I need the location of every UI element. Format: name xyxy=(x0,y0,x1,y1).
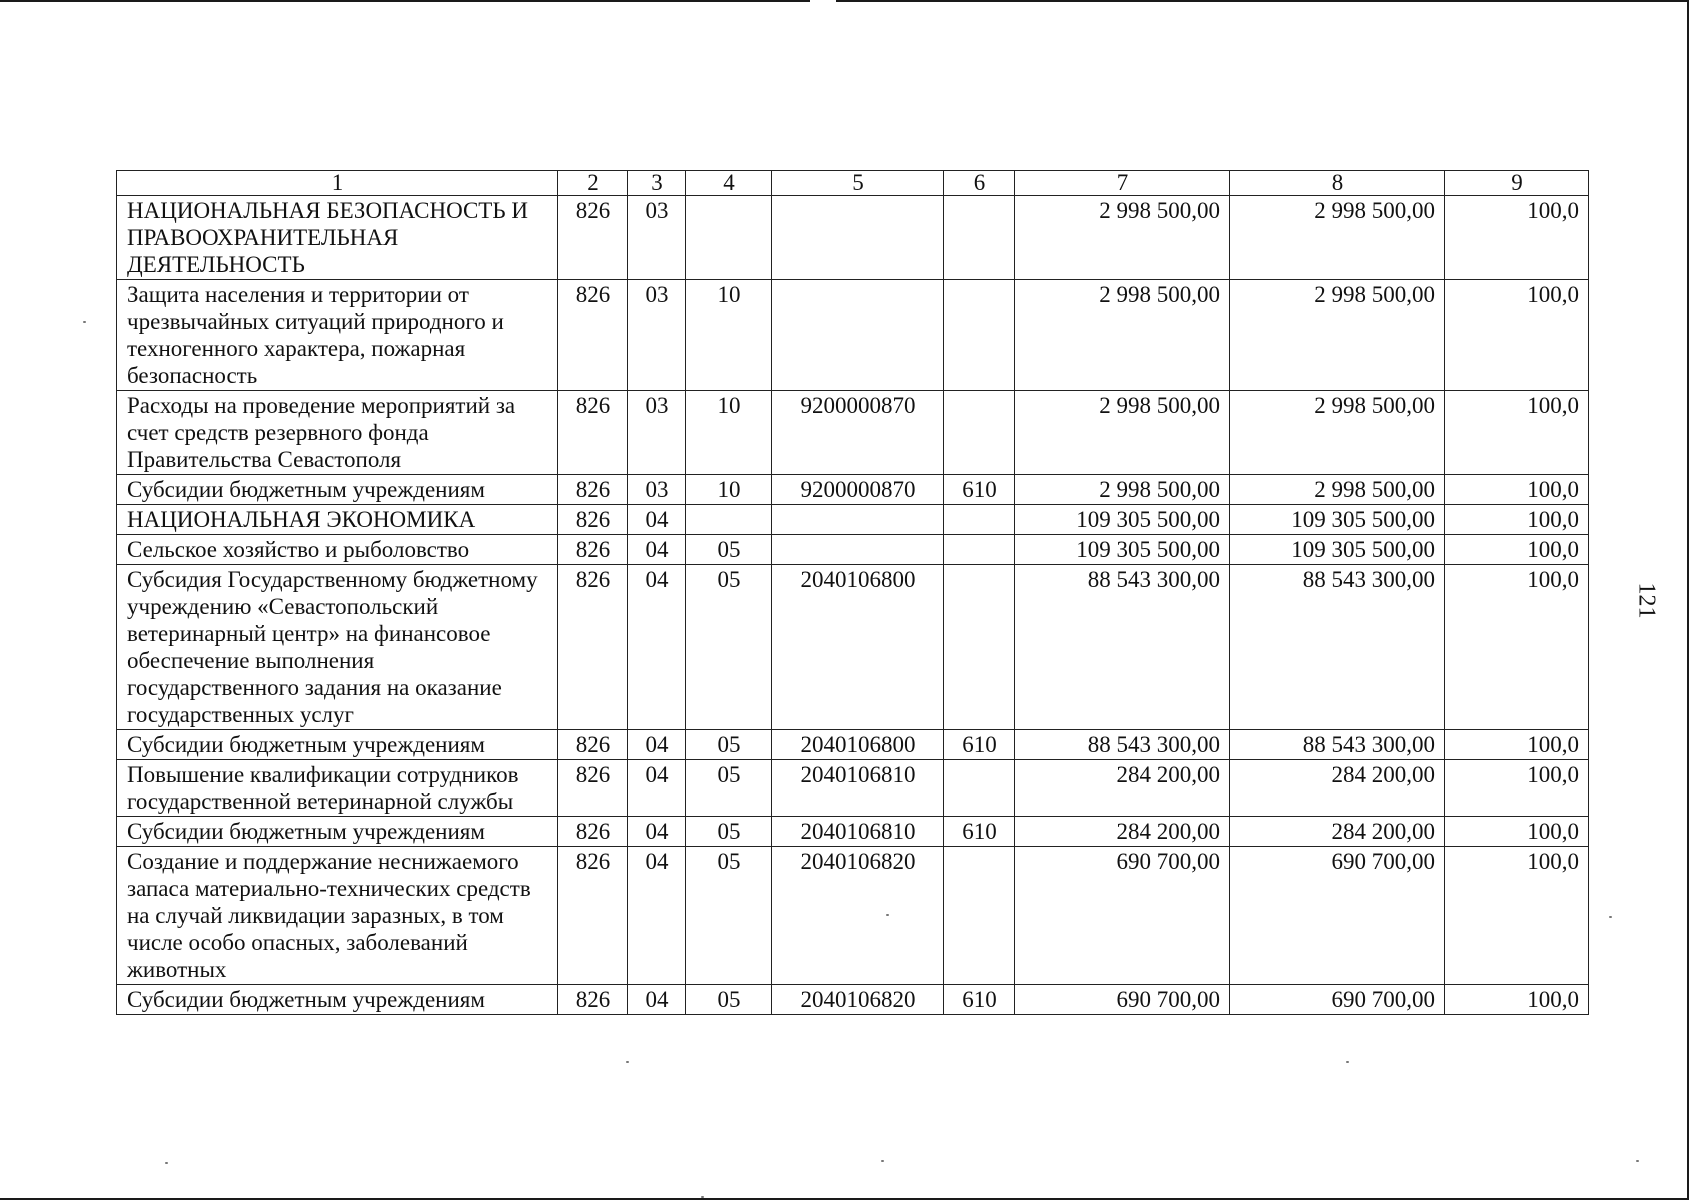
execution-percent: 100,0 xyxy=(1445,760,1589,817)
execution-percent: 100,0 xyxy=(1445,985,1589,1015)
scan-speck xyxy=(881,1160,884,1162)
execution-percent: 100,0 xyxy=(1445,280,1589,391)
table-row xyxy=(117,847,1589,985)
executed-amount: 2 998 500,00 xyxy=(1230,196,1445,280)
executed-amount: 88 543 300,00 xyxy=(1230,730,1445,760)
subsection-code xyxy=(686,505,772,535)
expense-name: Субсидии бюджетным учреждениям xyxy=(117,817,558,847)
scan-speck xyxy=(701,1196,704,1198)
scan-speck xyxy=(165,1162,168,1164)
execution-percent: 100,0 xyxy=(1445,475,1589,505)
table-row xyxy=(117,391,1589,475)
target-article-code: 2040106820 xyxy=(772,847,944,985)
table-row xyxy=(117,475,1589,505)
scan-speck xyxy=(1636,1160,1639,1162)
execution-percent: 100,0 xyxy=(1445,196,1589,280)
approved-amount: 284 200,00 xyxy=(1015,817,1230,847)
header-cell-8: 8 xyxy=(1230,171,1445,196)
subsection-code: 10 xyxy=(686,391,772,475)
approved-amount: 690 700,00 xyxy=(1015,985,1230,1015)
expense-name: Защита населения и территории от чрезвычайных ситуаций природного и техногенного характера, пожарная безопасность xyxy=(117,280,558,391)
approved-amount: 109 305 500,00 xyxy=(1015,535,1230,565)
scan-speck xyxy=(1346,1061,1349,1063)
header-cell-9: 9 xyxy=(1445,171,1589,196)
page-number: 121 xyxy=(1633,582,1660,619)
expense-type-code xyxy=(944,505,1015,535)
expense-name: НАЦИОНАЛЬНАЯ БЕЗОПАСНОСТЬ И ПРАВООХРАНИТЕЛЬНАЯ ДЕЯТЕЛЬНОСТЬ xyxy=(117,196,558,280)
section-code: 04 xyxy=(628,505,686,535)
table-row xyxy=(117,760,1589,817)
ministry-code: 826 xyxy=(558,730,628,760)
execution-percent: 100,0 xyxy=(1445,565,1589,730)
ministry-code: 826 xyxy=(558,280,628,391)
scan-speck xyxy=(83,321,86,323)
execution-percent: 100,0 xyxy=(1445,505,1589,535)
execution-percent: 100,0 xyxy=(1445,817,1589,847)
expense-name: Расходы на проведение мероприятий за счет средств резервного фонда Правительства Севастополя xyxy=(117,391,558,475)
ministry-code: 826 xyxy=(558,760,628,817)
expense-type-code: 610 xyxy=(944,817,1015,847)
section-code: 04 xyxy=(628,847,686,985)
header-cell-1: 1 xyxy=(117,171,558,196)
section-code: 04 xyxy=(628,760,686,817)
executed-amount: 109 305 500,00 xyxy=(1230,535,1445,565)
ministry-code: 826 xyxy=(558,985,628,1015)
section-code: 04 xyxy=(628,730,686,760)
section-code: 03 xyxy=(628,280,686,391)
subsection-code: 05 xyxy=(686,535,772,565)
target-article-code: 2040106810 xyxy=(772,817,944,847)
header-cell-2: 2 xyxy=(558,171,628,196)
expense-name: Субсидии бюджетным учреждениям xyxy=(117,475,558,505)
target-article-code: 2040106800 xyxy=(772,730,944,760)
ministry-code: 826 xyxy=(558,505,628,535)
executed-amount: 109 305 500,00 xyxy=(1230,505,1445,535)
approved-amount: 2 998 500,00 xyxy=(1015,196,1230,280)
executed-amount: 2 998 500,00 xyxy=(1230,280,1445,391)
target-article-code xyxy=(772,280,944,391)
target-article-code: 9200000870 xyxy=(772,475,944,505)
subsection-code: 10 xyxy=(686,280,772,391)
expense-type-code xyxy=(944,391,1015,475)
expense-type-code xyxy=(944,535,1015,565)
target-article-code xyxy=(772,535,944,565)
target-article-code: 9200000870 xyxy=(772,391,944,475)
executed-amount: 88 543 300,00 xyxy=(1230,565,1445,730)
table-row xyxy=(117,535,1589,565)
execution-percent: 100,0 xyxy=(1445,535,1589,565)
execution-percent: 100,0 xyxy=(1445,847,1589,985)
ministry-code: 826 xyxy=(558,196,628,280)
section-code: 04 xyxy=(628,535,686,565)
target-article-code: 2040106820 xyxy=(772,985,944,1015)
table-row xyxy=(117,280,1589,391)
scan-speck xyxy=(626,1061,629,1063)
expense-name: Субсидия Государственному бюджетному учреждению «Севастопольский ветеринарный центр» на финансовое обеспечение выполнения государственного задания на оказание государственных услуг xyxy=(117,565,558,730)
scan-speck xyxy=(1609,916,1612,918)
ministry-code: 826 xyxy=(558,475,628,505)
section-code: 04 xyxy=(628,817,686,847)
target-article-code: 2040106810 xyxy=(772,760,944,817)
expense-name: Субсидии бюджетным учреждениям xyxy=(117,730,558,760)
subsection-code: 05 xyxy=(686,565,772,730)
approved-amount: 88 543 300,00 xyxy=(1015,565,1230,730)
section-code: 03 xyxy=(628,196,686,280)
expense-type-code xyxy=(944,760,1015,817)
header-cell-5: 5 xyxy=(772,171,944,196)
target-article-code xyxy=(772,196,944,280)
subsection-code: 10 xyxy=(686,475,772,505)
expense-name: НАЦИОНАЛЬНАЯ ЭКОНОМИКА xyxy=(117,505,558,535)
header-cell-6: 6 xyxy=(944,171,1015,196)
expense-name: Повышение квалификации сотрудников государственной ветеринарной службы xyxy=(117,760,558,817)
approved-amount: 88 543 300,00 xyxy=(1015,730,1230,760)
header-cell-7: 7 xyxy=(1015,171,1230,196)
table-row xyxy=(117,565,1589,730)
table-row xyxy=(117,196,1589,280)
subsection-code: 05 xyxy=(686,847,772,985)
subsection-code xyxy=(686,196,772,280)
subsection-code: 05 xyxy=(686,985,772,1015)
executed-amount: 690 700,00 xyxy=(1230,847,1445,985)
section-code: 03 xyxy=(628,475,686,505)
expense-type-code: 610 xyxy=(944,730,1015,760)
executed-amount: 2 998 500,00 xyxy=(1230,475,1445,505)
expense-type-code: 610 xyxy=(944,985,1015,1015)
table-row xyxy=(117,505,1589,535)
scan-speck xyxy=(886,914,889,916)
expense-name: Субсидии бюджетным учреждениям xyxy=(117,985,558,1015)
execution-percent: 100,0 xyxy=(1445,391,1589,475)
executed-amount: 284 200,00 xyxy=(1230,760,1445,817)
approved-amount: 690 700,00 xyxy=(1015,847,1230,985)
executed-amount: 284 200,00 xyxy=(1230,817,1445,847)
ministry-code: 826 xyxy=(558,847,628,985)
table-row xyxy=(117,730,1589,760)
approved-amount: 109 305 500,00 xyxy=(1015,505,1230,535)
subsection-code: 05 xyxy=(686,730,772,760)
header-cell-4: 4 xyxy=(686,171,772,196)
expense-type-code xyxy=(944,565,1015,730)
ministry-code: 826 xyxy=(558,817,628,847)
expense-type-code xyxy=(944,196,1015,280)
expense-name: Создание и поддержание неснижаемого запаса материально-технических средств на случай ликвидации заразных, в том числе особо опасных, заболеваний животных xyxy=(117,847,558,985)
expense-type-code xyxy=(944,280,1015,391)
approved-amount: 2 998 500,00 xyxy=(1015,475,1230,505)
ministry-code: 826 xyxy=(558,565,628,730)
expense-type-code: 610 xyxy=(944,475,1015,505)
table-header-row xyxy=(117,171,1589,196)
executed-amount: 2 998 500,00 xyxy=(1230,391,1445,475)
expense-name: Сельское хозяйство и рыболовство xyxy=(117,535,558,565)
ministry-code: 826 xyxy=(558,535,628,565)
section-code: 04 xyxy=(628,565,686,730)
header-cell-3: 3 xyxy=(628,171,686,196)
target-article-code xyxy=(772,505,944,535)
expense-type-code xyxy=(944,847,1015,985)
subsection-code: 05 xyxy=(686,760,772,817)
approved-amount: 284 200,00 xyxy=(1015,760,1230,817)
section-code: 04 xyxy=(628,985,686,1015)
table-row xyxy=(117,985,1589,1015)
table-row xyxy=(117,817,1589,847)
target-article-code: 2040106800 xyxy=(772,565,944,730)
subsection-code: 05 xyxy=(686,817,772,847)
approved-amount: 2 998 500,00 xyxy=(1015,391,1230,475)
approved-amount: 2 998 500,00 xyxy=(1015,280,1230,391)
section-code: 03 xyxy=(628,391,686,475)
executed-amount: 690 700,00 xyxy=(1230,985,1445,1015)
execution-percent: 100,0 xyxy=(1445,730,1589,760)
budget-execution-table xyxy=(116,170,1589,1015)
ministry-code: 826 xyxy=(558,391,628,475)
